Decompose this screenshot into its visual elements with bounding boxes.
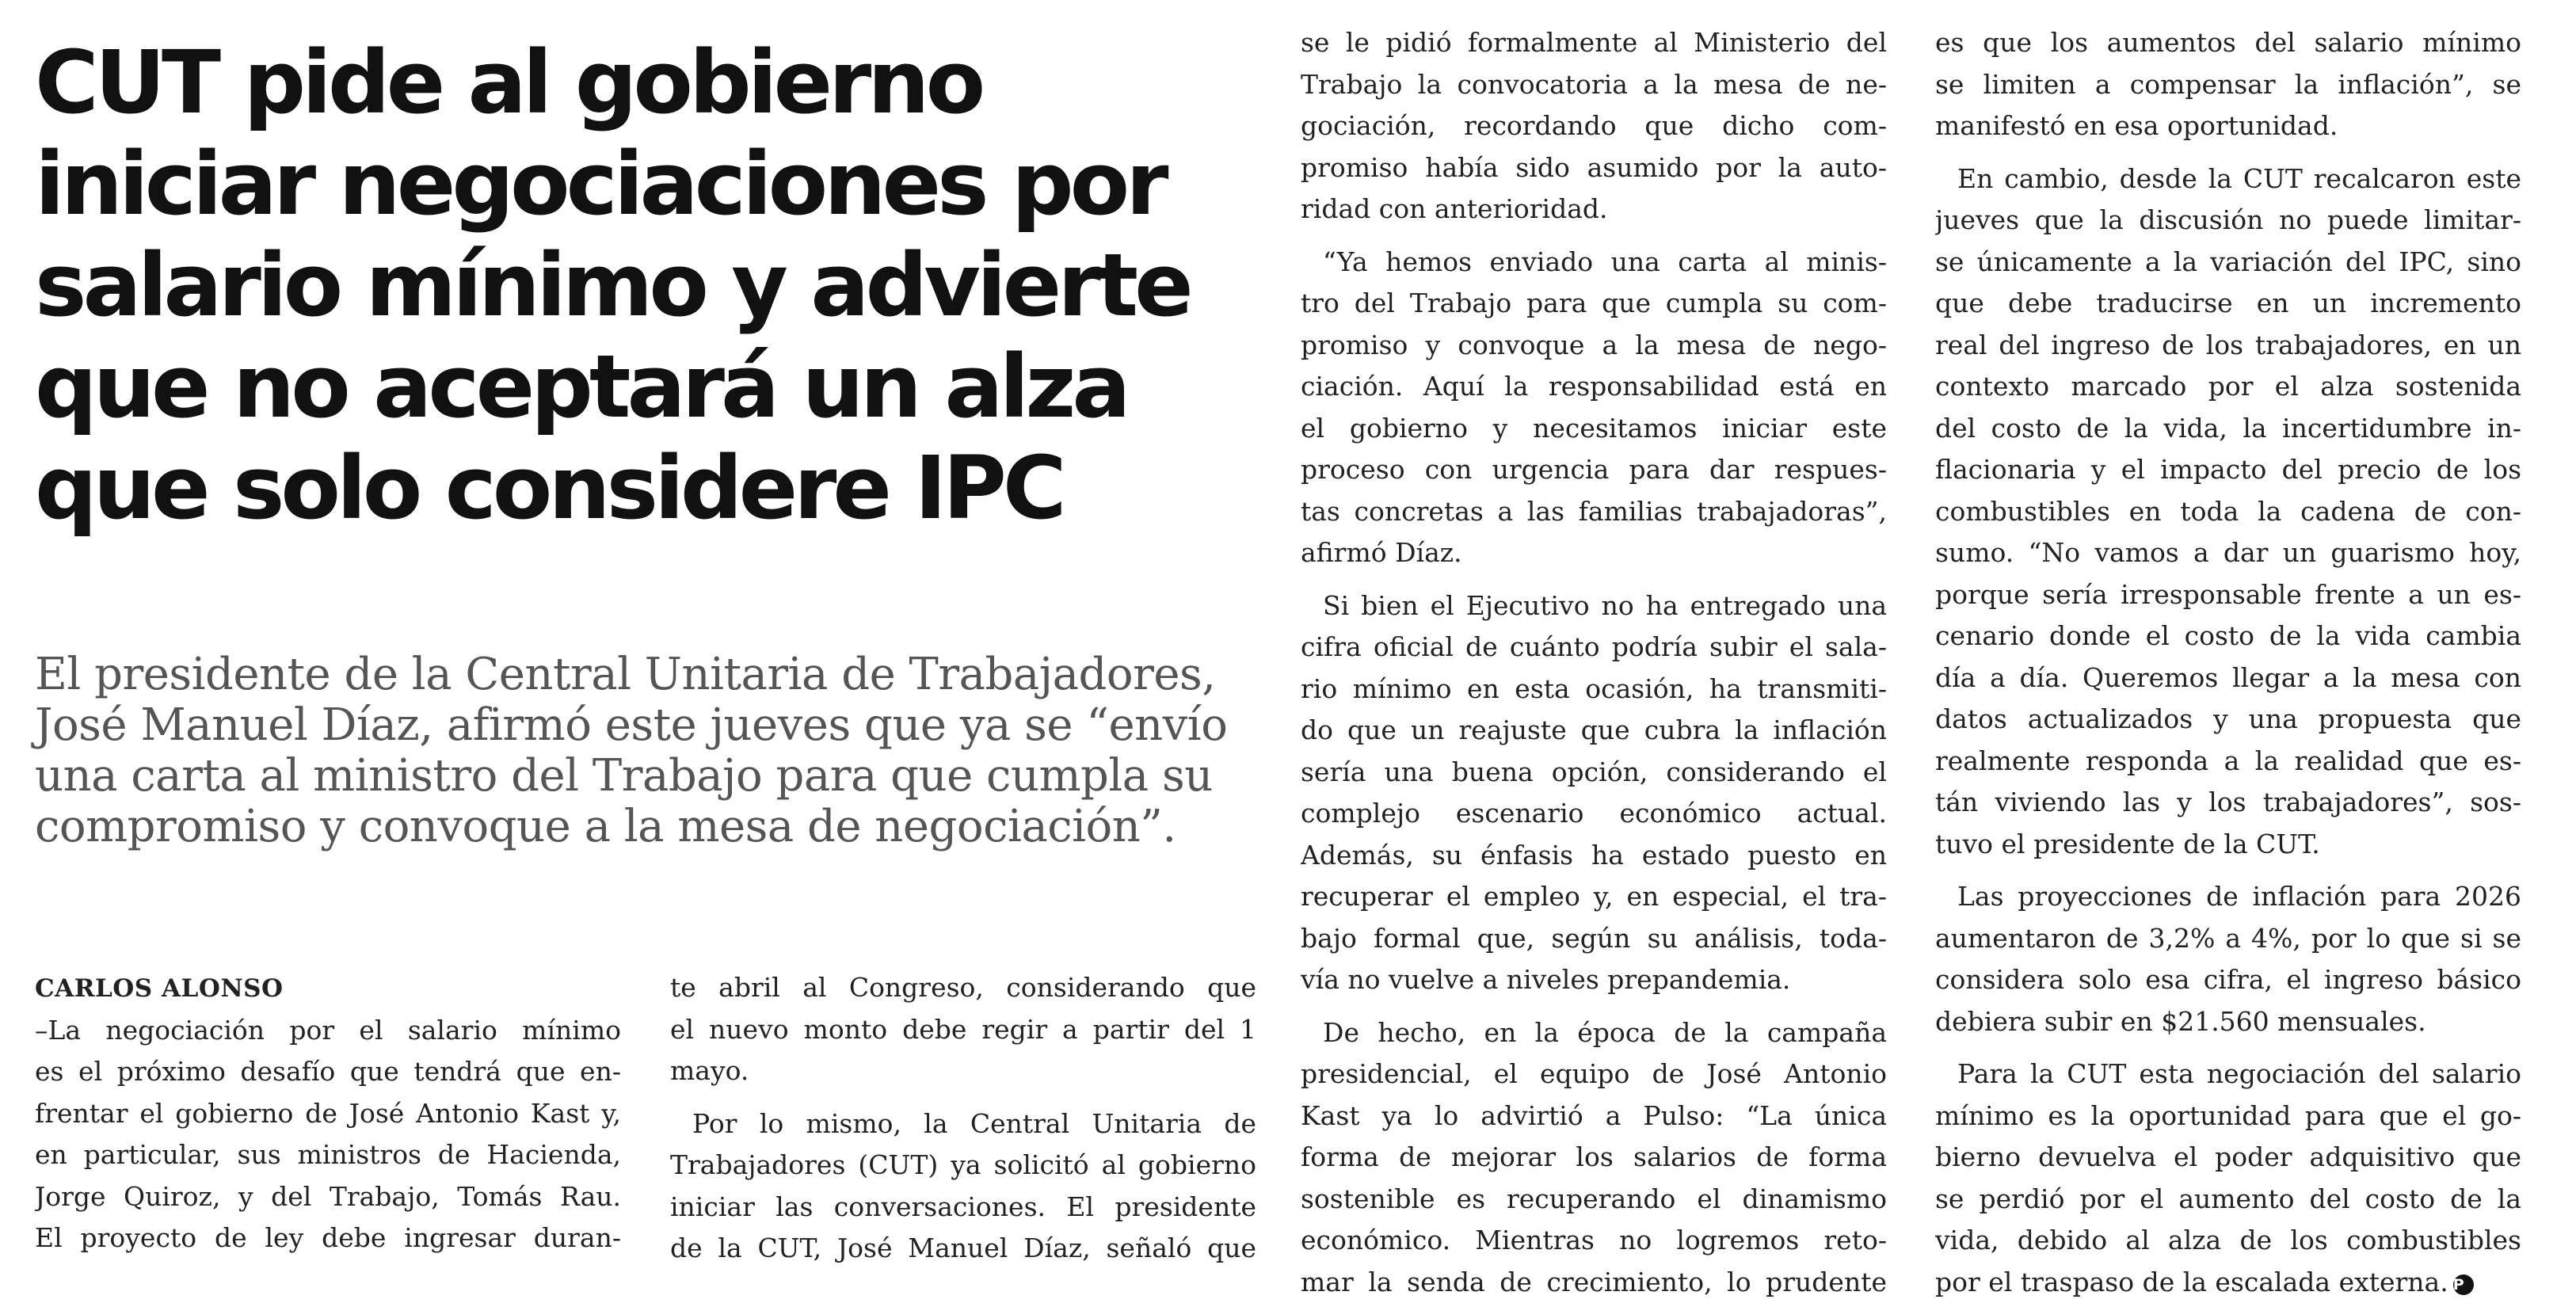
body-text-line: día a día. Queremos llegar a la mesa con	[1935, 657, 2521, 699]
body-text-line: mínimo es la oportunidad para que el go-	[1935, 1095, 2521, 1137]
body-text-line: Trabajo la convocatoria a la mesa de ne-	[1301, 64, 1887, 106]
lead-line: El presidente de la Central Unitaria de Trabajadores,	[35, 650, 1271, 700]
body-text-line: Para la CUT esta negociación del salario	[1935, 1053, 2521, 1095]
body-text-line: cenario donde el costo de la vida cambia	[1935, 615, 2521, 657]
body-text-line: Si bien el Ejecutivo no ha entregado una	[1301, 585, 1887, 627]
headline-line: CUT pide al gobierno	[35, 32, 1271, 133]
body-text-line: Kast ya lo advirtió a Pulso: “La única	[1301, 1095, 1887, 1137]
body-text-line: “Ya hemos enviado una carta al minis-	[1301, 242, 1887, 284]
body-text-line: real del ingreso de los trabajadores, en un	[1935, 325, 2521, 367]
headline-line: salario mínimo y advierte	[35, 234, 1271, 336]
body-text-line: flacionaria y el impacto del precio de los	[1935, 449, 2521, 491]
body-text-line: Jorge Quiroz, y del Trabajo, Tomás Rau.	[35, 1176, 621, 1218]
body-text-line: datos actualizados y una propuesta que	[1935, 699, 2521, 741]
body-text-line: se limiten a compensar la inflación”, se	[1935, 64, 2521, 106]
body-text-line: mar la senda de crecimiento, lo prudente	[1301, 1262, 1887, 1303]
body-text-line: aumentaron de 3,2% a 4%, por lo que si se	[1935, 918, 2521, 960]
end-of-article-icon: P	[2453, 1274, 2474, 1295]
body-text-line: frentar el gobierno de José Antonio Kast y,	[35, 1093, 621, 1135]
body-text-line: afirmó Díaz.	[1301, 532, 1887, 574]
body-text-line: promiso y convoque a la mesa de nego-	[1301, 325, 1887, 367]
body-text-line	[1935, 1262, 2521, 1303]
body-text-line: se únicamente a la variación del IPC, sino	[1935, 242, 2521, 284]
headline-line: iniciar negociaciones por	[35, 133, 1271, 234]
body-text-line: Además, su énfasis ha estado puesto en	[1301, 835, 1887, 877]
body-text-line: tuvo el presidente de la CUT.	[1935, 824, 2521, 866]
lead-line: compromiso y convoque a la mesa de negociación”.	[35, 802, 1271, 852]
body-text-line: vida, debido al alza de los combustibles	[1935, 1220, 2521, 1262]
body-text-line: presidencial, el equipo de José Antonio	[1301, 1053, 1887, 1095]
body-text-line: debiera subir en $21.560 mensuales.	[1935, 1001, 2521, 1043]
body-text-line: es el próximo desafío que tendrá que en-	[35, 1051, 621, 1093]
body-text-line: en particular, sus ministros de Hacienda,	[35, 1134, 621, 1176]
byline: CARLOS ALONSO	[35, 974, 284, 1003]
body-text-line: cifra oficial de cuánto podría subir el sala-	[1301, 627, 1887, 669]
body-text-line: bajo formal que, según su análisis, toda-	[1301, 918, 1887, 960]
body-text-line: contexto marcado por el alza sostenida	[1935, 366, 2521, 408]
body-text-line: Trabajadores (CUT) ya solicitó al gobierno	[670, 1145, 1256, 1187]
headline-line: que solo considere IPC	[35, 437, 1271, 539]
body-text-line: mayo.	[670, 1050, 1256, 1092]
body-text-line: gociación, recordando que dicho com-	[1301, 105, 1887, 147]
body-text-line: de la CUT, José Manuel Díaz, señaló que	[670, 1228, 1256, 1270]
body-text-line: manifestó en esa oportunidad.	[1935, 105, 2521, 147]
body-text-line: complejo escenario económico actual.	[1301, 793, 1887, 835]
body-text-line: recuperar el empleo y, en especial, el tra-	[1301, 876, 1887, 918]
body-text-line: De hecho, en la época de la campaña	[1301, 1012, 1887, 1054]
body-text-line: –La negociación por el salario mínimo	[35, 1010, 621, 1052]
body-text-line: tro del Trabajo para que cumpla su com-	[1301, 283, 1887, 325]
body-text-line: bierno devuelva el poder adquisitivo que	[1935, 1137, 2521, 1179]
body-text-line: se perdió por el aumento del costo de la	[1935, 1179, 2521, 1221]
body-text-line: jueves que la discusión no puede limitar-	[1935, 200, 2521, 242]
headline	[35, 32, 1271, 539]
article-column-1	[35, 967, 621, 1259]
lead-paragraph	[35, 650, 1271, 852]
body-text-line: te abril al Congreso, considerando que	[670, 967, 1256, 1009]
body-text-line: iniciar las conversaciones. El presidente	[670, 1187, 1256, 1229]
body-text-line: el nuevo monto debe regir a partir del 1	[670, 1009, 1256, 1051]
lead-line: José Manuel Díaz, afirmó este jueves que ya se “envío	[35, 700, 1271, 751]
body-text-line: ciación. Aquí la responsabilidad está en	[1301, 366, 1887, 408]
article-column-2	[670, 967, 1256, 1270]
body-text-line: forma de mejorar los salarios de forma	[1301, 1137, 1887, 1179]
body-text-line: ridad con anterioridad.	[1301, 189, 1887, 231]
body-text-line: porque sería irresponsable frente a un es-	[1935, 574, 2521, 616]
body-text-line: rio mínimo en esta ocasión, ha transmiti-	[1301, 669, 1887, 711]
headline-line: que no aceptará un alza	[35, 336, 1271, 437]
body-text-line: que debe traducirse en un incremento	[1935, 283, 2521, 325]
body-text-line: tán viviendo las y los trabajadores”, sos-	[1935, 782, 2521, 824]
body-text-line: Por lo mismo, la Central Unitaria de	[670, 1103, 1256, 1145]
body-text-line: el gobierno y necesitamos iniciar este	[1301, 408, 1887, 450]
body-text-line: Las proyecciones de inflación para 2026	[1935, 876, 2521, 918]
lead-line: una carta al ministro del Trabajo para que cumpla su	[35, 751, 1271, 802]
body-text-line: El proyecto de ley debe ingresar duran-	[35, 1217, 621, 1259]
body-text-line: sería una buena opción, considerando el	[1301, 752, 1887, 794]
body-text-line: En cambio, desde la CUT recalcaron este	[1935, 158, 2521, 200]
body-text-line: del costo de la vida, la incertidumbre in-	[1935, 408, 2521, 450]
body-text-line: vía no vuelve a niveles prepandemia.	[1301, 959, 1887, 1001]
body-text-line-text: por el traspaso de la escalada externa.	[1935, 1267, 2448, 1297]
body-text-line: sostenible es recuperando el dinamismo	[1301, 1179, 1887, 1221]
body-text-line: es que los aumentos del salario mínimo	[1935, 22, 2521, 64]
body-text-line: se le pidió formalmente al Ministerio del	[1301, 22, 1887, 64]
body-text-line: tas concretas a las familias trabajadoras”,	[1301, 491, 1887, 533]
body-text-line: considera solo esa cifra, el ingreso básico	[1935, 959, 2521, 1001]
body-text-line: realmente responda a la realidad que es-	[1935, 741, 2521, 783]
body-text-line: combustibles en toda la cadena de con-	[1935, 491, 2521, 533]
body-text-line: económico. Mientras no logremos reto-	[1301, 1220, 1887, 1262]
body-text-line: promiso había sido asumido por la auto-	[1301, 147, 1887, 189]
body-text-line: do que un reajuste que cubra la inflación	[1301, 710, 1887, 752]
body-text-line: proceso con urgencia para dar respues-	[1301, 449, 1887, 491]
body-text-line: sumo. “No vamos a dar un guarismo hoy,	[1935, 532, 2521, 574]
article-column-3	[1301, 22, 1887, 1303]
article-column-4	[1935, 22, 2521, 1303]
